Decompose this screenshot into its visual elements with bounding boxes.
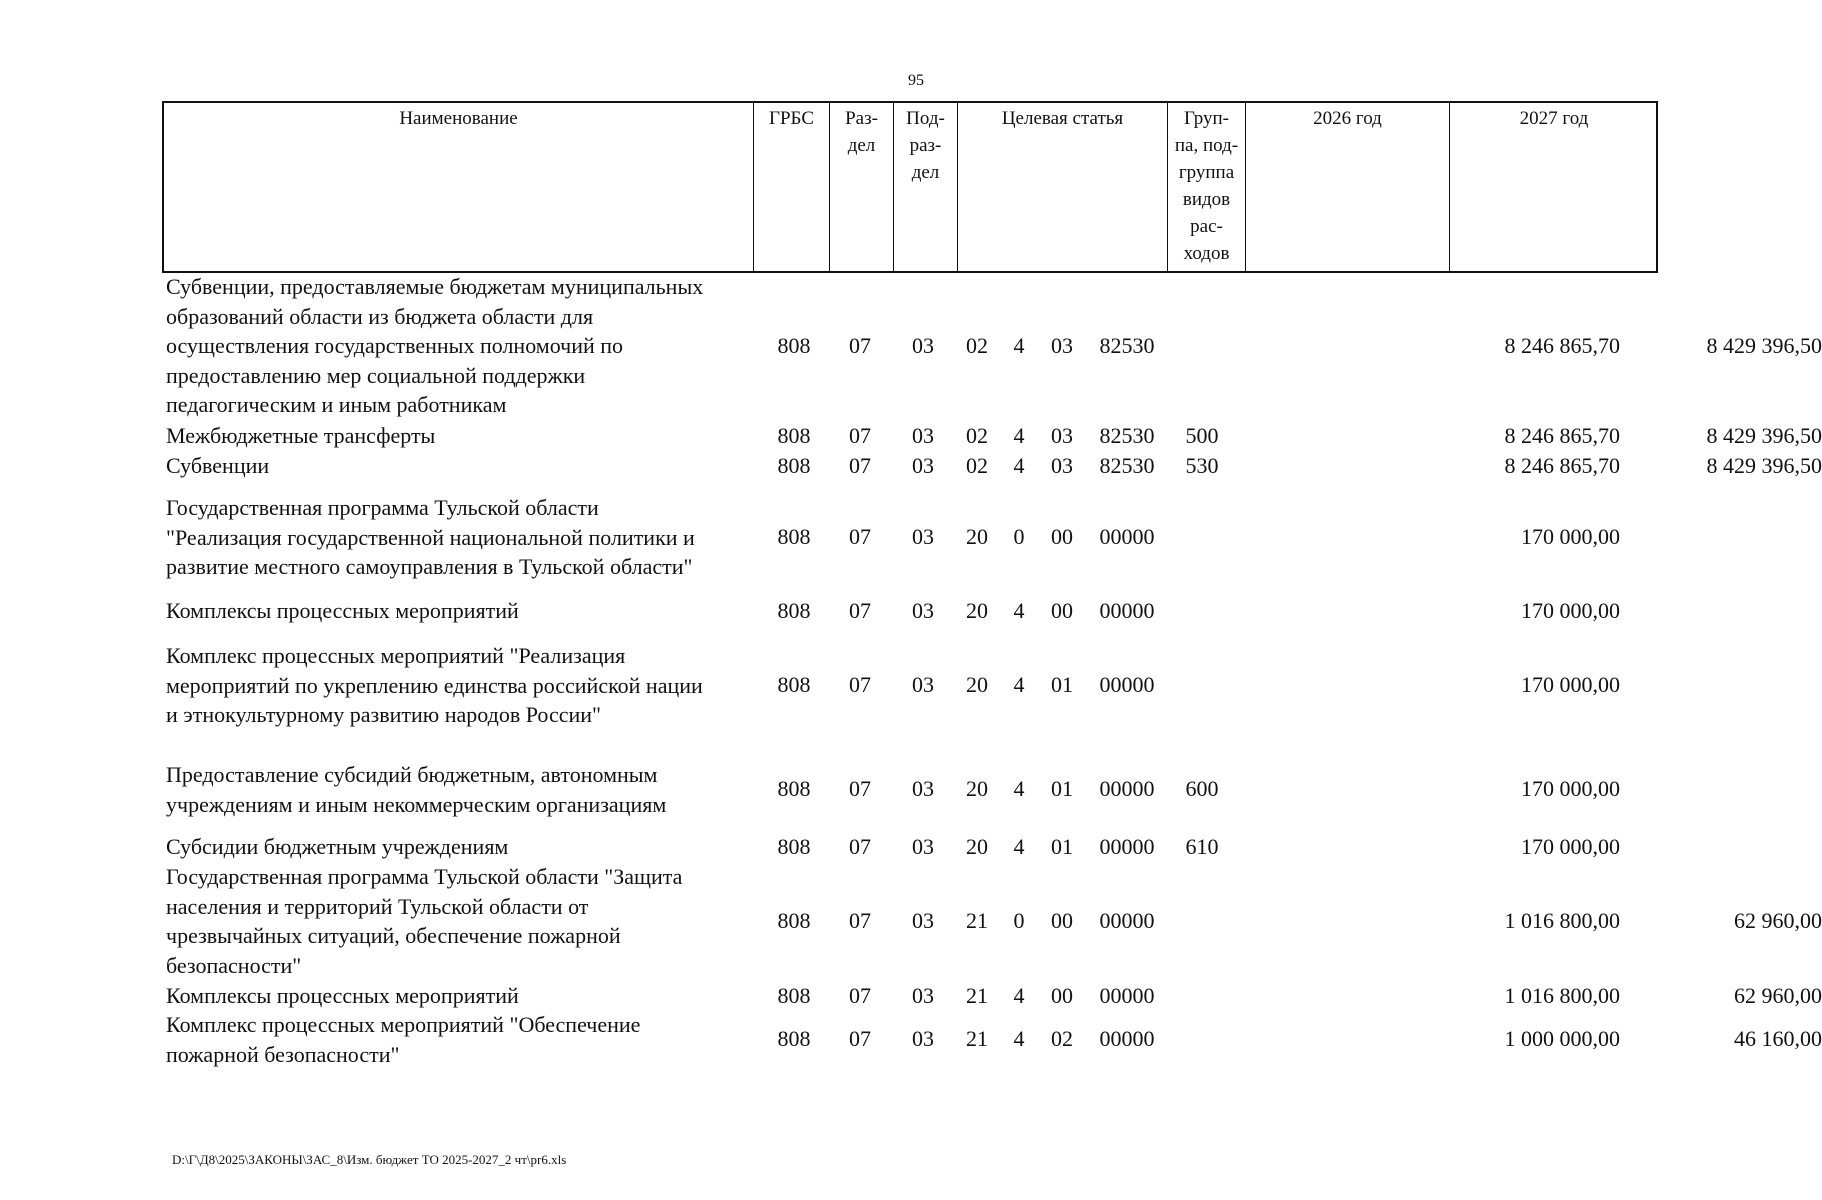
cell-target-subprogram: 00 [1051,524,1073,549]
row-name: Предоставление субсидий бюджетным, автономным учреждениям и иным некоммерческим организациям [166,762,667,817]
cell-target-program: 21 [966,908,988,933]
header-year-2026: 2026 год [1246,103,1450,271]
cell-grbs: 808 [777,776,811,801]
cell-target-subprogram: 03 [1051,333,1073,358]
row-name: Межбюджетные трансферты [166,423,436,448]
cell-podrazdel: 03 [912,672,934,697]
cell-target-direction: 82530 [1099,333,1155,358]
cell-target-program: 20 [966,834,988,859]
cell-target-direction: 00000 [1099,776,1155,801]
cell-expense-group: 530 [1185,453,1219,478]
cell-target-direction: 82530 [1099,453,1155,478]
table-row [166,862,1822,982]
page-number: 95 [908,72,924,89]
header-name: Наименование [164,103,754,271]
cell-podrazdel: 03 [912,333,934,358]
cell-razdel: 07 [849,453,871,478]
table-row [166,760,1666,820]
cell-year-2027: 8 429 396,50 [1706,453,1822,478]
cell-target-subprogram: 03 [1051,423,1073,448]
cell-year-2026: 1 016 800,00 [1504,983,1620,1008]
table-row [166,596,1666,626]
header-expense-group: Груп- па, под- группа видов рас- ходов [1168,103,1246,271]
row-name: Государственная программа Тульской области "Реализация государственной национальной политики и развитие местного самоуправления в Тульской области" [166,495,695,579]
cell-year-2026: 170 000,00 [1521,776,1620,801]
cell-target-subprogram: 01 [1051,834,1073,859]
cell-target-direction: 00000 [1099,598,1155,623]
cell-razdel: 07 [849,333,871,358]
cell-target-subprogram: 02 [1051,1026,1073,1051]
table-row [166,832,1666,862]
cell-expense-group: 500 [1185,423,1219,448]
cell-target-type: 4 [1013,453,1025,478]
table-row [166,641,1666,731]
cell-razdel: 07 [849,524,871,549]
cell-target-program: 21 [966,983,988,1008]
cell-razdel: 07 [849,776,871,801]
cell-target-type: 0 [1013,524,1025,549]
cell-target-subprogram: 00 [1051,908,1073,933]
table-header [162,101,1658,273]
header-year-2027: 2027 год [1519,108,1589,129]
cell-grbs: 808 [777,908,811,933]
table-row [166,451,1822,481]
cell-razdel: 07 [849,598,871,623]
cell-razdel: 07 [849,672,871,697]
cell-podrazdel: 03 [912,983,934,1008]
cell-target-type: 4 [1013,672,1025,697]
cell-target-direction: 00000 [1099,524,1155,549]
header-podrazdel: Под- раз- дел [894,103,958,271]
cell-target-program: 20 [966,672,988,697]
cell-razdel: 07 [849,834,871,859]
cell-razdel: 07 [849,908,871,933]
cell-target-type: 4 [1013,834,1025,859]
table-row [166,421,1822,451]
row-name: Субвенции, предоставляемые бюджетам муниципальных образований области из бюджета области для осуществления государственных полномочий по предоставлению мер социальной поддержки педагогическим и иным работникам [166,274,704,417]
cell-target-program: 02 [966,423,988,448]
cell-razdel: 07 [849,983,871,1008]
cell-grbs: 808 [777,333,811,358]
cell-target-direction: 00000 [1099,834,1155,859]
row-name: Комплексы процессных мероприятий [166,598,519,623]
cell-target-direction: 00000 [1099,672,1155,697]
row-name: Государственная программа Тульской области "Защита населения и территорий Тульской области от чрезвычайных ситуаций, обеспечение пожарной безопасности" [166,864,683,978]
cell-target-type: 4 [1013,423,1025,448]
cell-target-program: 02 [966,333,988,358]
cell-year-2026: 170 000,00 [1521,672,1620,697]
table-row [166,1010,1822,1070]
cell-podrazdel: 03 [912,524,934,549]
cell-razdel: 07 [849,1026,871,1051]
cell-target-subprogram: 01 [1051,776,1073,801]
cell-target-subprogram: 01 [1051,672,1073,697]
cell-podrazdel: 03 [912,908,934,933]
table-row [166,981,1822,1011]
cell-grbs: 808 [777,983,811,1008]
cell-podrazdel: 03 [912,1026,934,1051]
cell-year-2027: 8 429 396,50 [1706,333,1822,358]
cell-grbs: 808 [777,524,811,549]
cell-year-2026: 8 246 865,70 [1504,453,1620,478]
cell-target-type: 4 [1013,598,1025,623]
cell-year-2027: 62 960,00 [1734,983,1822,1008]
cell-podrazdel: 03 [912,834,934,859]
cell-grbs: 808 [777,834,811,859]
row-name: Комплекс процессных мероприятий "Реализация мероприятий по укреплению единства российской нации и этнокультурному развитию народов России" [166,643,703,727]
cell-grbs: 808 [777,1026,811,1051]
cell-year-2026: 170 000,00 [1521,598,1620,623]
row-name: Субсидии бюджетным учреждениям [166,834,509,859]
cell-podrazdel: 03 [912,423,934,448]
file-path-footer: D:\Г\Д8\2025\ЗАКОНЫ\ЗАС_8\Изм. бюджет ТО 2025-2027_2 чт\pr6.xls [172,1152,567,1167]
cell-target-program: 20 [966,524,988,549]
cell-year-2026: 8 246 865,70 [1504,333,1620,358]
cell-grbs: 808 [777,423,811,448]
cell-target-program: 21 [966,1026,988,1051]
cell-target-direction: 00000 [1099,908,1155,933]
cell-year-2027: 8 429 396,50 [1706,423,1822,448]
header-grbs: ГРБС [754,103,830,271]
cell-year-2027: 46 160,00 [1734,1026,1822,1051]
cell-expense-group: 600 [1185,776,1219,801]
cell-year-2026: 1 000 000,00 [1504,1026,1620,1051]
cell-target-program: 20 [966,776,988,801]
cell-target-type: 4 [1013,333,1025,358]
cell-grbs: 808 [777,598,811,623]
cell-target-direction: 82530 [1099,423,1155,448]
cell-razdel: 07 [849,423,871,448]
row-name: Комплексы процессных мероприятий [166,983,519,1008]
cell-target-type: 4 [1013,983,1025,1008]
row-name: Комплекс процессных мероприятий "Обеспечение пожарной безопасности" [166,1012,641,1067]
cell-expense-group: 610 [1185,834,1219,859]
cell-grbs: 808 [777,672,811,697]
table-row [166,272,1822,422]
cell-target-direction: 00000 [1099,1026,1155,1051]
header-target-article: Целевая статья [958,103,1168,271]
cell-target-subprogram: 00 [1051,983,1073,1008]
cell-target-type: 4 [1013,776,1025,801]
cell-target-program: 20 [966,598,988,623]
cell-grbs: 808 [777,453,811,478]
cell-year-2026: 170 000,00 [1521,524,1620,549]
header-razdel: Раз- дел [830,103,894,271]
cell-podrazdel: 03 [912,776,934,801]
cell-year-2026: 1 016 800,00 [1504,908,1620,933]
cell-target-direction: 00000 [1099,983,1155,1008]
cell-target-type: 0 [1013,908,1025,933]
cell-target-subprogram: 00 [1051,598,1073,623]
cell-year-2026: 8 246 865,70 [1504,423,1620,448]
cell-podrazdel: 03 [912,598,934,623]
cell-target-type: 4 [1013,1026,1025,1051]
cell-year-2027: 62 960,00 [1734,908,1822,933]
cell-target-program: 02 [966,453,988,478]
cell-podrazdel: 03 [912,453,934,478]
table-row [166,493,1666,583]
cell-target-subprogram: 03 [1051,453,1073,478]
row-name: Субвенции [166,453,270,478]
cell-year-2026: 170 000,00 [1521,834,1620,859]
